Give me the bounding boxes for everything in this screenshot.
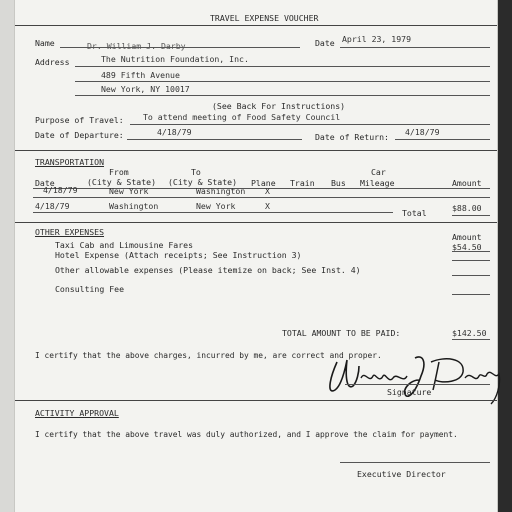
transport-row-2-from: Washington [109, 201, 159, 211]
voucher-title: TRAVEL EXPENSE VOUCHER [210, 13, 319, 23]
transport-row-1-plane-mark: X [265, 186, 270, 196]
from-header: From [109, 167, 129, 177]
date-label: Date [315, 38, 335, 48]
total-amount-label: TOTAL AMOUNT TO BE PAID: [282, 328, 401, 338]
transport-row-1-from: New York [109, 186, 149, 196]
activity-approval-heading: ACTIVITY APPROVAL [35, 408, 119, 418]
signature-label: Signature [387, 387, 432, 397]
name-value: Dr. William J. Darby [87, 41, 186, 51]
section-rule-1 [15, 150, 497, 151]
taxi-label: Taxi Cab and Limousine Fares [55, 240, 194, 250]
transport-total-value: $88.00 [452, 203, 482, 213]
departure-value: 4/18/79 [157, 127, 192, 137]
certify-statement: I certify that the above charges, incurred by me, are correct and proper. [35, 351, 382, 360]
consulting-fee-label: Consulting Fee [55, 284, 125, 294]
transport-row-1-to: Washington [196, 186, 246, 196]
purpose-label: Purpose of Travel: [35, 115, 124, 125]
expense-voucher-page [15, 0, 497, 512]
return-line [395, 139, 490, 140]
title-rule [15, 25, 497, 26]
return-label: Date of Return: [315, 132, 389, 142]
plane-header: Plane [251, 178, 276, 188]
section-rule-3 [15, 400, 497, 401]
to-header: To [191, 167, 201, 177]
address-line-3: New York, NY 10017 [101, 84, 190, 94]
scan-edge-shadow [497, 0, 512, 512]
date-column-header: Date [35, 178, 55, 188]
signature-line [345, 384, 490, 385]
other-amount-line [452, 275, 490, 276]
transport-row-2-to: New York [196, 201, 236, 211]
name-line [60, 47, 300, 48]
address-rule-1 [75, 66, 490, 67]
taxi-amount: $54.50 [452, 242, 482, 252]
transport-row-2-rule [33, 212, 393, 213]
date-line [340, 47, 490, 48]
bus-header: Bus [331, 178, 346, 188]
section-rule-2 [15, 222, 497, 223]
transport-row-1-rule [33, 197, 490, 198]
address-line-2: 489 Fifth Avenue [101, 70, 180, 80]
return-value: 4/18/79 [405, 127, 440, 137]
transport-total-line [452, 215, 490, 216]
consulting-amount-line [452, 294, 490, 295]
transport-row-1-date: 4/18/79 [43, 185, 78, 195]
departure-label: Date of Departure: [35, 130, 124, 140]
executive-director-label: Executive Director [357, 469, 446, 479]
other-allowable-label: Other allowable expenses (Please itemize on back; See Inst. 4) [55, 265, 361, 275]
to-city-state-header: (City & State) [168, 177, 238, 187]
hotel-amount-line [452, 260, 490, 261]
transport-row-2-plane-mark: X [265, 201, 270, 211]
see-back-instructions: (See Back For Instructions) [212, 101, 346, 111]
total-amount-value: $142.50 [452, 328, 487, 338]
other-amount-header: Amount [452, 232, 482, 242]
from-city-state-header: (City & State) [87, 177, 157, 187]
address-rule-2 [75, 81, 490, 82]
director-signature-line [340, 462, 490, 463]
departure-line [127, 139, 302, 140]
other-expenses-heading: OTHER EXPENSES [35, 227, 105, 237]
purpose-value: To attend meeting of Food Safety Council [143, 112, 341, 122]
address-label: Address [35, 57, 70, 67]
car-header: Car [371, 167, 386, 177]
total-amount-line [452, 339, 490, 340]
address-line-1: The Nutrition Foundation, Inc. [101, 54, 249, 64]
signature-handwriting [315, 350, 505, 410]
amount-header: Amount [452, 178, 482, 188]
purpose-line [130, 124, 490, 125]
train-header: Train [290, 178, 315, 188]
transportation-heading: TRANSPORTATION [35, 157, 105, 167]
address-rule-3 [75, 95, 490, 96]
mileage-header: Mileage [360, 178, 395, 188]
date-value: April 23, 1979 [342, 34, 412, 44]
transport-header-rule [33, 188, 490, 189]
name-label: Name [35, 38, 55, 48]
taxi-amount-line [452, 251, 490, 252]
transport-total-label: Total [402, 208, 427, 218]
approval-statement: I certify that the above travel was duly authorized, and I approve the claim for payment. [35, 430, 458, 439]
hotel-label: Hotel Expense (Attach receipts; See Instruction 3) [55, 250, 302, 260]
transport-row-2-date: 4/18/79 [35, 201, 70, 211]
